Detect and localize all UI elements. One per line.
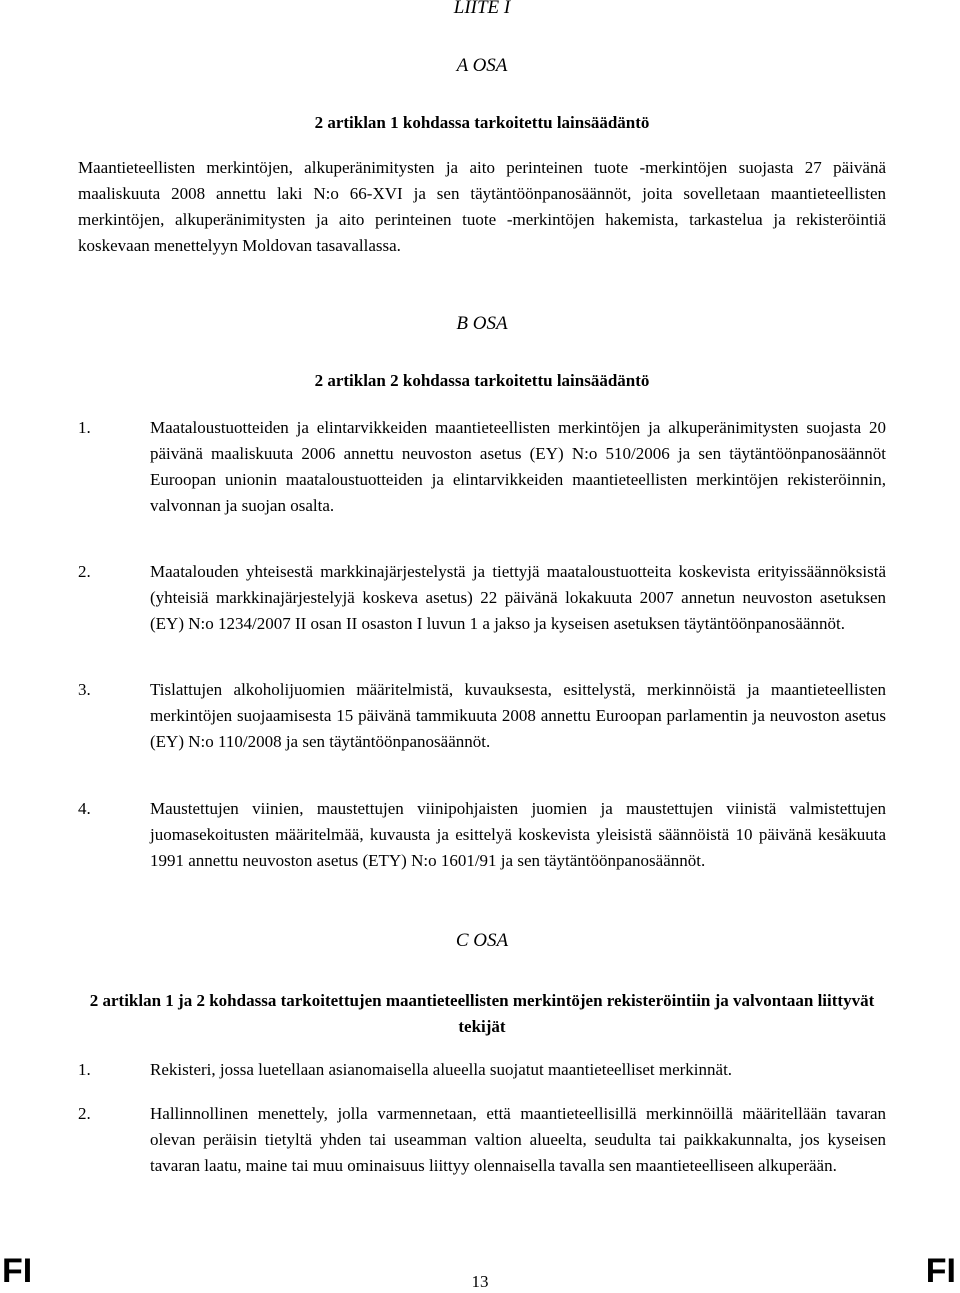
part-a-title: 2 artiklan 1 kohdassa tarkoitettu lainsäädäntö — [314, 113, 650, 132]
item-number: 1. — [78, 1060, 91, 1079]
part-a-text: Maantieteellisten merkintöjen, alkuperänimitysten ja aito perinteinen tuote -merkintöjen suojasta 27 päivänä maaliskuuta 2008 annettu laki N:o 66-XVI ja sen täytäntöönpanosäännöt, joita sovelletaan maantieteellisten merkintöjen, alkuperänimitysten ja aito perinteinen tuote -merkintöjen hakemista, tarkastelua ja rekisteröintiä koskevaan menettelyyn Moldovan tasavallassa. — [78, 158, 886, 255]
page-number: 13 — [471, 1272, 489, 1291]
part-b-title: 2 artiklan 2 kohdassa tarkoitettu lainsäädäntö — [314, 371, 650, 390]
item-number: 3. — [78, 680, 91, 699]
item-number: 4. — [78, 799, 91, 818]
item-number: 1. — [78, 418, 91, 437]
item-text: Tislattujen alkoholijuomien määritelmistä, kuvauksesta, esittelystä, merkinnöistä ja maantieteellisten merkintöjen suojaamisesta 15 päivänä tammikuuta 2008 annettu Euroopan parlamentin ja neuvoston asetus (EY) N:o 110/2008 ja sen täytäntöönpanosäännöt. — [150, 680, 886, 751]
item-text: Rekisteri, jossa luetellaan asianomaisella alueella suojatut maantieteelliset merkinnät. — [150, 1060, 733, 1079]
part-c-title: 2 artiklan 1 ja 2 kohdassa tarkoitettujen maantieteellisten merkintöjen rekisteröintiin ja valvontaan liittyvät tekijät — [89, 991, 875, 1036]
part-a-heading: A OSA — [456, 55, 508, 76]
part-c-heading: C OSA — [455, 930, 509, 951]
item-number: 2. — [78, 1104, 91, 1123]
item-text: Maatalouden yhteisestä markkinajärjestelystä ja tiettyjä maataloustuotteita koskevista erityissäännöksistä (yhteisiä markkinajärjestelyjä koskeva asetus) 22 päivänä lokakuuta 2007 annetun neuvoston asetuksen (EY) N:o 1234/2007 II osan II osaston I luvun 1 a jakso ja kyseisen asetuksen täytäntöönpanosäännöt. — [150, 562, 886, 633]
part-b-heading: B OSA — [456, 313, 508, 334]
item-text: Maustettujen viinien, maustettujen viinipohjaisten juomien ja maustettujen viinistä valmistettujen juomasekoitusten määritelmää, kuvausta ja esittelyä koskevista yleisistä säännöistä 10 päivänä kesäkuuta 1991 annettu neuvoston asetus (ETY) N:o 1601/91 ja sen täytäntöönpanosäännöt. — [150, 799, 886, 870]
footer-language-code-right: FI — [925, 1252, 956, 1290]
item-text: Hallinnollinen menettely, jolla varmennetaan, että maantieteellisillä merkinnöillä määritellään tavaran olevan peräisin tietyltä yhden tai useamman valtion alueelta, seudulta tai paikkakunnalta, jos kyseisen tavaran laatu, maine tai muu ominaisuus liittyy olennaisella tavalla sen maantieteelliseen alkuperään. — [150, 1104, 886, 1175]
footer-language-code-left: FI — [2, 1252, 33, 1290]
annex-title: LIITE I — [453, 0, 511, 18]
item-text: Maataloustuotteiden ja elintarvikkeiden maantieteellisten merkintöjen ja alkuperänimitysten suojasta 20 päivänä maaliskuuta 2006 annettu neuvoston asetus (EY) N:o 510/2006 ja sen täytäntöönpanosäännöt Euroopan unionin maataloustuotteiden ja elintarvikkeiden maantieteellisten merkintöjen rekisteröinnin, valvonnan ja suojan osalta. — [150, 418, 886, 515]
item-number: 2. — [78, 562, 91, 581]
